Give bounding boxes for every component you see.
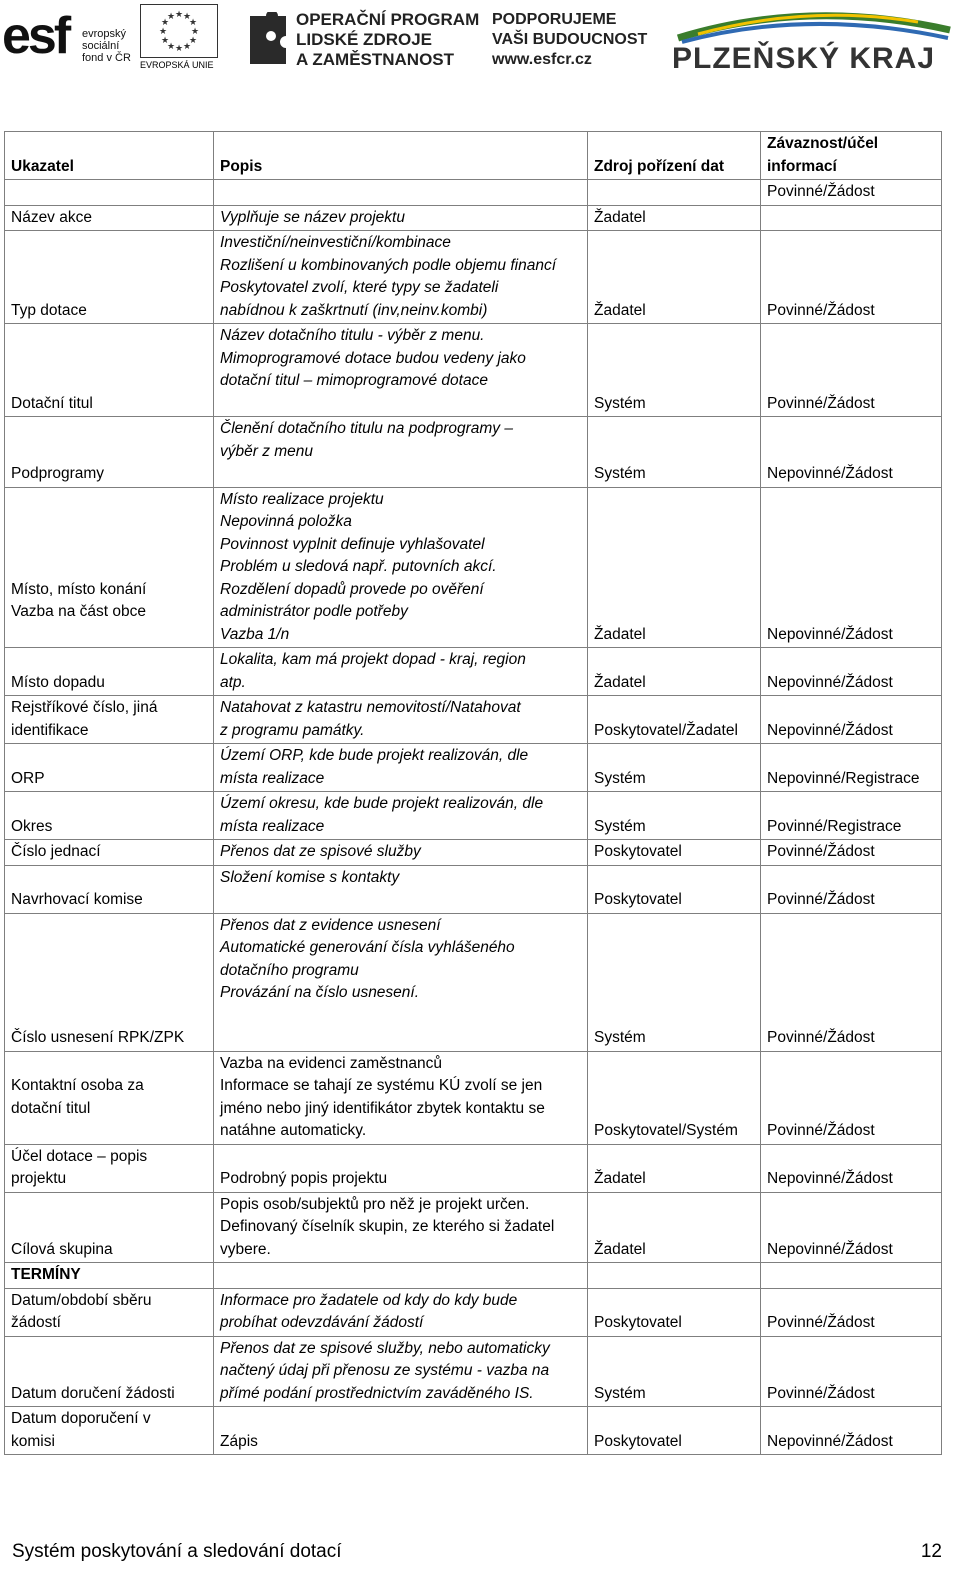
- indicator-line: Účel dotace – popis: [11, 1147, 148, 1165]
- cell-indicator: [5, 231, 214, 324]
- indicator-line: Datum/období sběru: [11, 1291, 152, 1309]
- cell-source: Poskytovatel: [588, 1288, 761, 1336]
- cell-indicator: [5, 792, 214, 840]
- cell-source: Systém: [588, 417, 761, 488]
- svg-text:★: ★: [188, 18, 198, 28]
- cell-indicator: [5, 865, 214, 913]
- cell-indicator: [5, 913, 214, 1051]
- eu-logo: [140, 4, 220, 74]
- description-line: [220, 463, 581, 486]
- table-header-row: [5, 132, 942, 180]
- description-line: atp.: [220, 673, 246, 691]
- cell-obligation: Povinné/Žádost: [761, 231, 942, 324]
- cell-indicator: [5, 324, 214, 417]
- description-line: místa realizace: [220, 817, 325, 835]
- cell-indicator: [5, 840, 214, 866]
- table-row: [5, 1051, 942, 1144]
- indicator-line: komisi: [11, 1432, 55, 1450]
- cell-source: Systém: [588, 324, 761, 417]
- puzzle-icon: [246, 12, 290, 68]
- description-line: Problém u sledová např. putovních akcí.: [220, 558, 497, 575]
- slogan-line: www.esfcr.cz: [492, 51, 592, 68]
- cell-obligation: Povinné/Žádost: [761, 865, 942, 913]
- description-line: Místo realizace projektu: [220, 490, 384, 508]
- indicator-line: Kontaktní osoba za: [11, 1077, 144, 1094]
- cell-indicator: [5, 1192, 214, 1263]
- indicator-line: Typ dotace: [11, 301, 87, 319]
- table-row: [5, 231, 942, 324]
- table-row: [5, 865, 942, 913]
- table-row: [5, 744, 942, 792]
- description-line: Informace se tahají ze systému KÚ zvolí se jen: [220, 1077, 543, 1094]
- esf-logo: [2, 4, 142, 74]
- cell-description: [214, 1288, 588, 1336]
- table-row: [5, 1336, 942, 1407]
- table-row: [5, 696, 942, 744]
- page-number: 12: [920, 1541, 942, 1562]
- footer-title: Systém poskytování a sledování dotací: [12, 1541, 342, 1562]
- table-row: [5, 913, 942, 1051]
- indicator-line: projektu: [11, 1170, 67, 1187]
- plzen-region-logo: [668, 4, 958, 80]
- description-line: dotační titul – mimoprogramové dotace: [220, 372, 488, 389]
- cell-source: Systém: [588, 913, 761, 1051]
- cell-indicator: [5, 417, 214, 488]
- cell-description: [214, 487, 588, 648]
- description-line: [220, 889, 581, 912]
- cell-description: [214, 913, 588, 1051]
- cell-source: Poskytovatel: [588, 865, 761, 913]
- cell-source: Žadatel: [588, 205, 761, 231]
- description-line: Vazba na evidenci zaměstnanců: [220, 1054, 443, 1072]
- cell-obligation: Nepovinné/Žádost: [761, 417, 942, 488]
- description-line: [220, 393, 581, 416]
- cell-indicator: [5, 1407, 214, 1455]
- description-line: Poskytovatel zvolí, které typy se žadateli: [220, 279, 499, 296]
- cell-source: Systém: [588, 744, 761, 792]
- indicator-line: [11, 1005, 207, 1028]
- indicator-line: [11, 915, 207, 938]
- op-program-name: [296, 10, 479, 70]
- description-line: výběr z menu: [220, 442, 314, 460]
- cell-indicator: [5, 1263, 214, 1289]
- svg-text:★: ★: [160, 36, 170, 46]
- cell-description: [214, 324, 588, 417]
- description-line: Nepovinná položka: [220, 513, 352, 530]
- description-line: nabídnou k zaškrtnutí (inv,neinv.kombi): [220, 301, 488, 319]
- cell-obligation: Povinné/Žádost: [761, 840, 942, 866]
- description-line: Vyplňuje se název projektu: [220, 208, 405, 226]
- description-line: Území okresu, kde bude projekt realizován, dle: [220, 795, 544, 812]
- header-obligation-line: Závaznost/účel: [767, 135, 879, 152]
- esf-caption: [82, 28, 131, 64]
- cell-source: Žadatel: [588, 231, 761, 324]
- cell-obligation: Povinné/Žádost: [761, 1288, 942, 1336]
- description-line: Složení komise s kontakty: [220, 868, 400, 886]
- description-line: Zápis: [220, 1432, 258, 1450]
- op-line: OPERAČNÍ PROGRAM: [296, 10, 480, 29]
- description-line: Mimoprogramové dotace budou vedeny jako: [220, 349, 526, 367]
- cell-source: Žadatel: [588, 648, 761, 696]
- description-line: dotačního programu: [220, 961, 359, 979]
- esf-caption-line: sociální: [82, 40, 120, 52]
- cell-indicator: [5, 696, 214, 744]
- indicator-line: žádostí: [11, 1314, 61, 1331]
- description-line: místa realizace: [220, 769, 325, 787]
- cell-obligation: Nepovinné/Žádost: [761, 1144, 942, 1192]
- region-name: PLZEŇSKÝ KRAJ: [672, 42, 936, 75]
- cell-source: Systém: [588, 792, 761, 840]
- table-row: [5, 1144, 942, 1192]
- description-line: Provázání na číslo usnesení.: [220, 984, 420, 1001]
- op-line: A ZAMĚSTNANOST: [296, 50, 455, 69]
- table-row: [5, 792, 942, 840]
- cell-source: [588, 180, 761, 206]
- cell-source: Poskytovatel/Systém: [588, 1051, 761, 1144]
- indicator-line: Rejstříkové číslo, jiná: [11, 699, 158, 716]
- description-line: Natahovat z katastru nemovitostí/Natahovat: [220, 699, 521, 716]
- indicator-line: Číslo usnesení RPK/ZPK: [11, 1029, 185, 1046]
- eu-flag-icon: [140, 4, 218, 58]
- description-line: vybere.: [220, 1240, 271, 1258]
- indicator-line: Název akce: [11, 208, 92, 226]
- eu-label: EVROPSKÁ UNIE: [140, 60, 214, 70]
- description-line: Popis osob/subjektů pro něž je projekt určen.: [220, 1195, 530, 1213]
- description-line: Automatické generování čísla vyhlášeného: [220, 939, 515, 956]
- cell-source: Poskytovatel: [588, 1407, 761, 1455]
- cell-indicator: [5, 1288, 214, 1336]
- description-line: Vazba 1/n: [220, 625, 290, 643]
- svg-text:★: ★: [190, 27, 200, 37]
- indicator-line: Okres: [11, 817, 53, 835]
- description-line: Definovaný číselník skupin, ze kterého si žadatel: [220, 1218, 555, 1235]
- region-swoosh-icon: [668, 4, 958, 44]
- cell-indicator: [5, 1144, 214, 1192]
- cell-description: [214, 744, 588, 792]
- cell-obligation: Nepovinné/Žádost: [761, 696, 942, 744]
- cell-description: [214, 417, 588, 488]
- indicator-line: dotační titul: [11, 1099, 91, 1117]
- svg-text:★: ★: [160, 18, 170, 28]
- description-line: Přenos dat ze spisové služby: [220, 843, 421, 860]
- description-line: [220, 1027, 581, 1050]
- cell-source: Poskytovatel/Žadatel: [588, 696, 761, 744]
- indicator-line: Datum doporučení v: [11, 1410, 151, 1427]
- table-row: [5, 840, 942, 866]
- cell-obligation: Nepovinné/Žádost: [761, 1407, 942, 1455]
- cell-indicator: [5, 487, 214, 648]
- cell-source: [588, 1263, 761, 1289]
- op-line: LIDSKÉ ZDROJE: [296, 30, 433, 49]
- cell-source: Žadatel: [588, 1144, 761, 1192]
- cell-description: [214, 865, 588, 913]
- svg-text:★: ★: [188, 36, 198, 46]
- table-row: [5, 417, 942, 488]
- header-indicator: Ukazatel: [5, 132, 214, 180]
- cell-indicator: [5, 205, 214, 231]
- indicator-line: Podprogramy: [11, 465, 105, 482]
- description-line: Lokalita, kam má projekt dopad - kraj, region: [220, 651, 526, 668]
- cell-description: [214, 205, 588, 231]
- table-row: [5, 648, 942, 696]
- cell-indicator: [5, 1051, 214, 1144]
- svg-text:★: ★: [158, 27, 168, 37]
- indicator-line: [11, 624, 207, 647]
- cell-indicator: [5, 648, 214, 696]
- indicator-line: TERMÍNY: [11, 1266, 81, 1283]
- cell-source: Žadatel: [588, 1192, 761, 1263]
- description-line: [220, 1005, 581, 1028]
- indicator-line: [11, 982, 207, 1005]
- cell-description: [214, 1144, 588, 1192]
- cell-description: [214, 1051, 588, 1144]
- description-line: natáhne automaticky.: [220, 1122, 367, 1139]
- indicator-line: Číslo jednací: [11, 843, 101, 860]
- indicator-line: ORP: [11, 769, 45, 787]
- description-line: Členění dotačního titulu na podprogramy –: [220, 420, 513, 437]
- indicator-line: [11, 937, 207, 960]
- description-line: Přenos dat z evidence usnesení: [220, 916, 441, 934]
- description-line: Název dotačního titulu - výběr z menu.: [220, 327, 485, 344]
- header-description: Popis: [214, 132, 588, 180]
- cell-indicator: [5, 1336, 214, 1407]
- esf-caption-line: evropský: [82, 28, 127, 40]
- svg-text:★: ★: [182, 42, 192, 52]
- description-line: probíhat odevzdávání žádostí: [220, 1314, 424, 1331]
- table-body: [5, 180, 942, 1455]
- svg-text:★: ★: [174, 10, 184, 20]
- description-line: Přenos dat ze spisové služby, nebo automaticky: [220, 1339, 550, 1357]
- description-line: Rozdělení dopadů provede po ověření: [220, 580, 484, 598]
- description-line: jméno nebo jiný identifikátor zbytek kontaktu se: [220, 1099, 545, 1117]
- cell-source: Poskytovatel: [588, 840, 761, 866]
- cell-indicator: [5, 744, 214, 792]
- description-line: Investiční/neinvestiční/kombinace: [220, 234, 451, 251]
- header-source: Zdroj pořízení dat: [588, 132, 761, 180]
- table-row: [5, 1288, 942, 1336]
- table-row: [5, 1407, 942, 1455]
- svg-text:★: ★: [166, 42, 176, 52]
- indicator-line: Navrhovací komise: [11, 891, 143, 908]
- description-line: Rozlišení u kombinovaných podle objemu financí: [220, 256, 557, 274]
- description-line: Informace pro žadatele od kdy do kdy bude: [220, 1291, 518, 1309]
- cell-description: [214, 1192, 588, 1263]
- cell-obligation: Povinné/Žádost: [761, 180, 942, 206]
- indicator-line: Dotační titul: [11, 394, 93, 412]
- description-line: administrátor podle potřeby: [220, 603, 408, 620]
- cell-obligation: [761, 205, 942, 231]
- svg-text:★: ★: [174, 44, 184, 54]
- cell-obligation: Nepovinné/Registrace: [761, 744, 942, 792]
- table-row: [5, 205, 942, 231]
- indicator-line: Místo, místo konání: [11, 580, 147, 598]
- esf-mark: esf: [2, 7, 69, 65]
- cell-description: [214, 648, 588, 696]
- table-row: [5, 1192, 942, 1263]
- cell-description: [214, 231, 588, 324]
- svg-text:★: ★: [166, 12, 176, 22]
- esf-caption-line: fond v ČR: [82, 52, 131, 64]
- cell-description: [214, 1336, 588, 1407]
- slogan-line: VAŠI BUDOUCNOST: [492, 31, 648, 48]
- description-line: Území ORP, kde bude projekt realizován, dle: [220, 747, 529, 764]
- slogan-line: PODPORUJEME: [492, 11, 617, 28]
- indicator-line: Datum doručení žádosti: [11, 1384, 175, 1402]
- description-line: Podrobný popis projektu: [220, 1170, 388, 1187]
- cell-obligation: Nepovinné/Žádost: [761, 1192, 942, 1263]
- indicator-line: Cílová skupina: [11, 1240, 113, 1258]
- section-row: [5, 1263, 942, 1289]
- cell-obligation: Povinné/Žádost: [761, 324, 942, 417]
- indicator-line: [11, 960, 207, 983]
- cell-description: [214, 840, 588, 866]
- cell-obligation: Nepovinné/Žádost: [761, 487, 942, 648]
- cell-obligation: [761, 1263, 942, 1289]
- cell-obligation: Povinné/Žádost: [761, 1051, 942, 1144]
- cell-description: [214, 1263, 588, 1289]
- description-line: přímé podání prostřednictvím zaváděného IS.: [220, 1384, 534, 1402]
- header-obligation: [761, 132, 942, 180]
- support-slogan: [492, 10, 647, 70]
- header-obligation-line: informací: [767, 157, 837, 175]
- indicator-line: Místo dopadu: [11, 673, 105, 691]
- table-row: [5, 487, 942, 648]
- description-line: z programu památky.: [220, 721, 365, 739]
- cell-description: [214, 696, 588, 744]
- indicator-line: Vazba na část obce: [11, 603, 146, 620]
- cell-description: [214, 180, 588, 206]
- cell-obligation: Povinné/Registrace: [761, 792, 942, 840]
- indicator-table: [4, 131, 942, 1455]
- cell-obligation: Povinné/Žádost: [761, 913, 942, 1051]
- table-row: [5, 324, 942, 417]
- cell-indicator: [5, 180, 214, 206]
- cell-description: [214, 792, 588, 840]
- cell-source: Žadatel: [588, 487, 761, 648]
- cell-description: [214, 1407, 588, 1455]
- description-line: Povinnost vyplnit definuje vyhlašovatel: [220, 535, 485, 553]
- indicator-line: [11, 1120, 207, 1143]
- document-header: [0, 0, 960, 90]
- svg-text:★: ★: [182, 12, 192, 22]
- cell-obligation: Nepovinné/Žádost: [761, 648, 942, 696]
- description-line: načtený údaj při přenosu ze systému - vazba na: [220, 1362, 550, 1379]
- cell-source: Systém: [588, 1336, 761, 1407]
- table-row: [5, 180, 942, 206]
- indicator-line: identifikace: [11, 721, 89, 739]
- cell-obligation: Povinné/Žádost: [761, 1336, 942, 1407]
